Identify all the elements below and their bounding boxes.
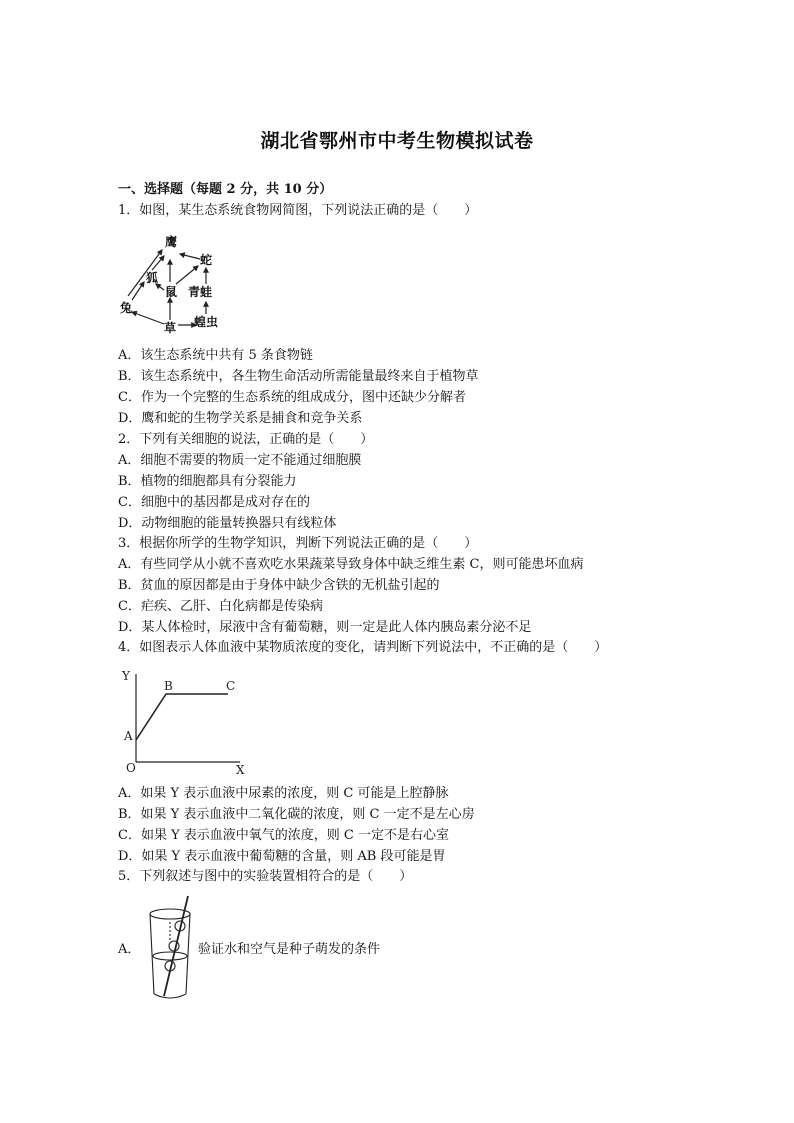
question-4-option-b: B．如果 Y 表示血液中二氧化碳的浓度，则 C 一定不是左心房 <box>118 807 475 822</box>
section-heading: 一、选择题（每题 2 分，共 10 分） <box>118 182 333 197</box>
question-1-option-b: B．该生态系统中，各生物生命活动所需能量最终来自于植物草 <box>118 369 479 384</box>
question-4-option-a: A．如果 Y 表示血液中尿素的浓度，则 C 可能是上腔静脉 <box>118 786 449 801</box>
page-title: 湖北省鄂州市中考生物模拟试卷 <box>260 130 534 152</box>
graph-point-c: C <box>226 679 236 693</box>
graph-origin-label: O <box>126 761 136 775</box>
blood-concentration-graph <box>118 664 250 776</box>
question-1-option-d: D．鹰和蛇的生物学关系是捕食和竞争关系 <box>118 411 363 426</box>
question-4-stem: 4．如图表示人体血液中某物质浓度的变化，请判断下列说法中，不正确的是（ ） <box>118 640 608 655</box>
food-web-mouse: 鼠 <box>165 285 178 299</box>
question-2-option-b: B．植物的细胞都具有分裂能力 <box>118 474 297 489</box>
question-2-option-a: A．细胞不需要的物质一定不能通过细胞膜 <box>118 453 362 468</box>
question-5-stem: 5．下列叙述与图中的实验装置相符合的是（ ） <box>118 869 413 884</box>
question-3-stem: 3．根据你所学的生物学知识，判断下列说法正确的是（ ） <box>118 536 478 551</box>
question-3-option-b: B．贫血的原因都是由于身体中缺少含铁的无机盐引起的 <box>118 578 440 593</box>
question-2-option-d: D．动物细胞的能量转换器只有线粒体 <box>118 516 337 531</box>
question-2-stem: 2．下列有关细胞的说法，正确的是（ ） <box>118 432 374 447</box>
question-5-option-a-label: A． <box>118 942 141 957</box>
question-3-option-c: C．疟疾、乙肝、白化病都是传染病 <box>118 599 323 614</box>
question-3-option-d: D．某人体检时，尿液中含有葡萄糖，则一定是此人体内胰岛素分泌不足 <box>118 620 532 635</box>
question-1-option-c: C．作为一个完整的生态系统的组成成分，图中还缺少分解者 <box>118 390 466 405</box>
food-web-diagram <box>118 226 224 336</box>
question-1-option-a: A．该生态系统中共有 5 条食物链 <box>118 348 313 363</box>
question-5-option-a-text: 验证水和空气是种子萌发的条件 <box>198 942 381 957</box>
food-web-rabbit: 兔 <box>120 301 133 315</box>
graph-x-label: X <box>236 763 245 776</box>
food-web-grass: 草 <box>164 321 177 335</box>
graph-point-a: A <box>124 729 133 743</box>
graph-y-label: Y <box>122 669 130 683</box>
food-web-eagle: 鹰 <box>165 235 178 249</box>
seed-germination-apparatus <box>144 892 200 1004</box>
question-1-stem: 1．如图，某生态系统食物网简图，下列说法正确的是（ ） <box>118 203 478 218</box>
question-4-option-c: C．如果 Y 表示血液中氧气的浓度，则 C 一定不是右心室 <box>118 828 450 843</box>
question-3-option-a: A．有些同学从小就不喜欢吃水果蔬菜导致身体中缺乏维生素 C，则可能患坏血病 <box>118 557 584 572</box>
food-web-frog: 青蛙 <box>188 285 213 299</box>
graph-point-b: B <box>164 679 173 693</box>
food-web-grasshopper: 蝗虫 <box>194 315 219 329</box>
question-2-option-c: C．细胞中的基因都是成对存在的 <box>118 495 310 510</box>
food-web-snake: 蛇 <box>200 253 213 267</box>
question-4-option-d: D．如果 Y 表示血液中葡萄糖的含量，则 AB 段可能是胃 <box>118 849 446 864</box>
food-web-fox: 狐 <box>146 271 159 285</box>
